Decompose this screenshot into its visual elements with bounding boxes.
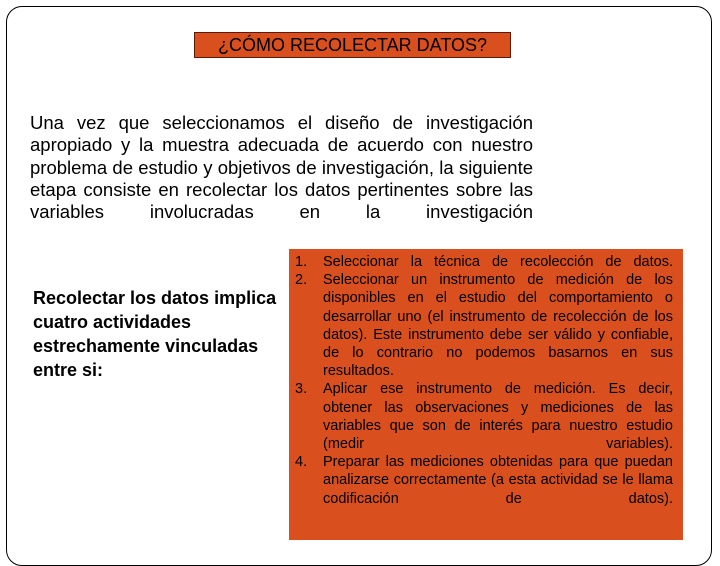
step-text: Aplicar ese instrumento de medición. Es decir, obtener las observaciones y mediciones de las variables que son de interés para nuestro estudio (medir variables). [323, 381, 673, 453]
slide-title: ¿CÓMO RECOLECTAR DATOS? [194, 32, 511, 58]
step-item [295, 453, 673, 508]
step-item [295, 380, 673, 453]
intro-paragraph: Una vez que seleccionamos el diseño de investigación apropiado y la muestra adecuada de acuerdo con nuestro problema de estudio y objetivos de investigación, la siguiente etapa consiste en recolectar los datos pertinentes sobre las variables involucradas en la investigación [30, 112, 533, 223]
step-number: 4. [295, 454, 308, 471]
step-item [295, 253, 673, 271]
step-number: 3. [295, 381, 308, 398]
step-text: Seleccionar la técnica de recolección de datos. [323, 254, 673, 270]
step-item [295, 271, 673, 380]
steps-list [295, 253, 673, 508]
step-number: 2. [295, 272, 308, 289]
step-text: Seleccionar un instrumento de medición de los disponibles en el estudio del comportamiento o desarrollar uno (el instrumento de recolección de los datos). Este instrumento debe ser válido y confiable, de lo contrario no podemos basarnos en sus resultados. [323, 272, 673, 380]
steps-box [289, 249, 683, 540]
activities-intro-text: Recolectar los datos implica cuatro actividades estrechamente vinculadas entre si: [33, 288, 277, 380]
step-number: 1. [295, 254, 308, 270]
step-text: Preparar las mediciones obtenidas para que puedan analizarse correctamente (a esta actividad se le llama codificación de datos). [323, 454, 673, 507]
